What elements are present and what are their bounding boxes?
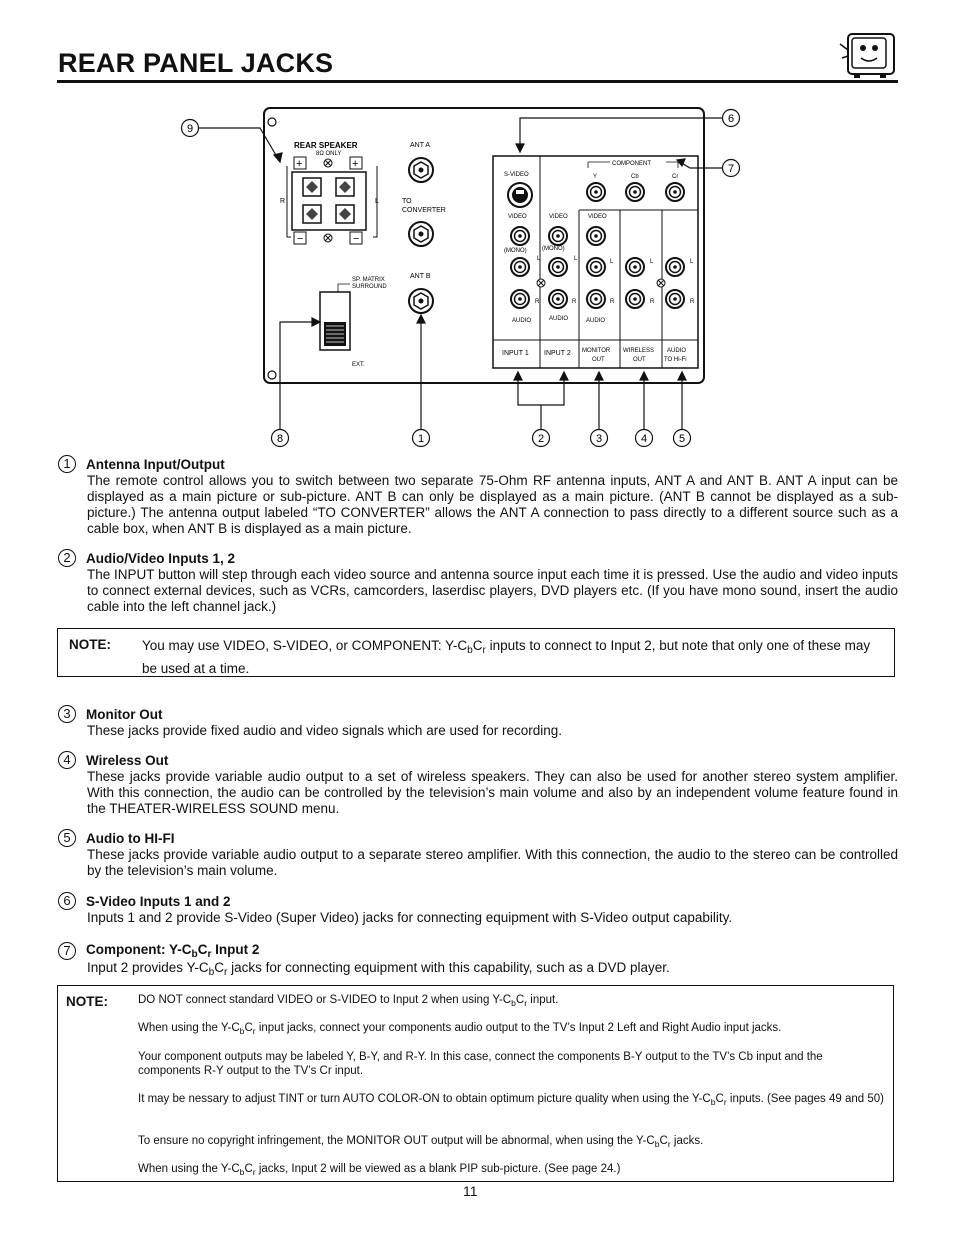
r-label-4: R [650, 299, 655, 305]
svg-text:2: 2 [537, 433, 545, 445]
note-para-6: When using the $Y-C_bC_r$ jacks, Input 2 will be viewed as a blank PIP sub-picture. (See page 24.) [138, 1163, 621, 1177]
audio-hifi-label-1: AUDIO [667, 348, 687, 354]
speaker-ohm-label: 8Ω ONLY [316, 151, 342, 157]
l-label-3: L [610, 259, 614, 265]
section-av-inputs [58, 549, 898, 615]
page-number: 11 [463, 1183, 478, 1199]
video-label-2: VIDEO [549, 214, 568, 220]
section-number: 2 [58, 549, 76, 567]
note-box-component [57, 985, 894, 1182]
section-title: Component: $Y-C_bC_r$ Input 2 [86, 942, 260, 960]
monitor-label-2: OUT [592, 357, 605, 363]
callout-7 [723, 160, 740, 177]
svg-text:7: 7 [727, 163, 735, 175]
svg-text:6: 6 [727, 113, 735, 125]
section-svideo [58, 892, 898, 926]
switch-label-1: SP. MATRIX [352, 277, 385, 283]
note-label: NOTE: [69, 637, 111, 652]
note-para-5: To ensure no copyright infringement, the MONITOR OUT output will be abnormal, when using the $Y-C_bC_r$ jacks. [138, 1135, 704, 1149]
section-title: Monitor Out [86, 706, 163, 722]
component-label: COMPONENT [612, 161, 651, 167]
section-body: These jacks provide variable audio output to a set of wireless speakers. They can also be used for another stereo system amplifier. With this connection, the audio can be controlled by the television’s main volume and also by an independent volume feature found in the THEATER-WIRELESS SOUND menu. [87, 769, 898, 816]
mono-label-2: (MONO) [542, 246, 565, 252]
input2-label: INPUT 2 [544, 350, 571, 357]
wireless-label-1: WIRELESS [623, 348, 655, 354]
rear-speaker-label: REAR SPEAKER [294, 141, 358, 150]
callout-9 [182, 120, 199, 137]
section-title: Antenna Input/Output [86, 456, 225, 472]
cb-label: Cb [631, 174, 639, 180]
callout-6 [723, 110, 740, 127]
section-body: Input 2 provides $Y-C_bC_r$ jacks for connecting equipment with this capability, such as a DVD player. [87, 960, 670, 978]
callout-2 [533, 430, 550, 447]
callout-5 [674, 430, 691, 447]
section-number: 4 [58, 751, 76, 769]
section-title: S-Video Inputs 1 and 2 [86, 893, 231, 909]
page-title: REAR PANEL JACKS [58, 48, 334, 78]
section-number: 1 [58, 455, 76, 473]
ant-b-label: ANT B [410, 273, 431, 280]
l-label-2: L [574, 256, 578, 262]
note-para-3: Your component outputs may be labeled Y, B-Y, and R-Y. In this case, connect the components B-Y output to the TV’s Cb input and the components R-Y output to the TV’s Cr input. [138, 1051, 823, 1077]
switch-label-2: SURROUND [352, 284, 387, 290]
monitor-label-1: MONITOR [582, 348, 611, 354]
video-label-3: VIDEO [588, 214, 607, 220]
section-monitor-out [58, 705, 898, 739]
video-label-1: VIDEO [508, 214, 527, 220]
audio-label-1: AUDIO [512, 318, 532, 324]
svg-text:3: 3 [595, 433, 603, 445]
section-body: The remote control allows you to switch between two separate 75-Ohm RF antenna inputs, ANT A and ANT B. ANT A input can be displayed as a main picture or sub-picture. ANT B can only be displayed as a main picture. (ANT B cannot be displayed as a sub-picture.) The antenna output labeled “TO CONVERTER” allows the ANT A connection to pass directly to a different source such as a cable box, when ANT B is displayed as a main picture. [87, 473, 898, 536]
note-para-4: It may be nessary to adjust TINT or turn AUTO COLOR-ON to obtain optimum picture quality when using the $Y-C_bC_r$ inputs. (See pages 49 and 50) [138, 1093, 884, 1107]
audio-label-3: AUDIO [586, 318, 606, 324]
r-label-5: R [690, 299, 695, 305]
note-label: NOTE: [66, 994, 108, 1009]
note-para-2: When using the $Y-C_bC_r$ input jacks, connect your components audio output to the TV’s Input 2 Left and Right Audio input jacks. [138, 1022, 782, 1036]
y-label: Y [593, 174, 598, 180]
section-number: 3 [58, 705, 76, 723]
rear-panel-diagram [170, 100, 750, 455]
section-body: Inputs 1 and 2 provide S-Video (Super Video) jacks for connecting equipment with S-Video output capability. [87, 910, 733, 925]
callout-4 [636, 430, 653, 447]
section-body: These jacks provide fixed audio and video signals which are used for recording. [87, 723, 563, 738]
note-text: You may use VIDEO, S-VIDEO, or COMPONENT: $Y-C_bC_r$ inputs to connect to Input 2, but note that only one of these may be used at a time. [142, 638, 871, 676]
svg-text:−: − [297, 233, 304, 245]
section-number: 5 [58, 829, 76, 847]
note-para-1: DO NOT connect standard VIDEO or S-VIDEO to Input 2 when using $Y-C_bC_r$ input. [138, 994, 559, 1008]
svideo-label: S-VIDEO [504, 172, 529, 178]
section-wireless-out [58, 751, 898, 817]
wireless-label-2: OUT [633, 357, 646, 363]
svg-text:8: 8 [276, 433, 284, 445]
audio-hifi-label-2: TO Hi-Fi [664, 357, 687, 363]
ant-a-label: ANT A [410, 142, 431, 149]
section-title: Audio to HI-FI [86, 830, 175, 846]
note-box-inputs [57, 628, 895, 677]
svg-text:4: 4 [640, 433, 648, 445]
section-body: These jacks provide variable audio output to a separate stereo amplifier. With this connection, the audio to the stereo can be controlled by the television’s main volume. [87, 847, 898, 878]
converter-label: CONVERTER [402, 207, 446, 214]
speaker-r-label: R [280, 198, 286, 205]
section-component [58, 942, 898, 981]
r-label-3: R [610, 299, 615, 305]
section-antenna [58, 455, 898, 537]
callout-3 [591, 430, 608, 447]
svg-text:1: 1 [417, 433, 425, 445]
r-label-2: R [572, 299, 577, 305]
title-rule [57, 80, 898, 83]
section-title: Wireless Out [86, 752, 169, 768]
callout-1 [413, 430, 430, 447]
section-body: The INPUT button will step through each video source and antenna source input each time it is pressed. Use the audio and video inputs to connect external devices, such as VCRs, camcorders, laserdisc players, DVD players etc. (If you have mono sound, insert the audio cable into the left channel jack.) [87, 567, 898, 614]
l-label-4: L [650, 259, 654, 265]
r-label-1: R [535, 299, 540, 305]
section-title: Audio/Video Inputs 1, 2 [86, 550, 236, 566]
section-number: 6 [58, 892, 76, 910]
to-label: TO [402, 198, 412, 205]
audio-label-2: AUDIO [549, 316, 569, 322]
tv-mascot-icon [836, 28, 898, 80]
section-audio-hifi [58, 829, 898, 879]
l-label-1: L [537, 256, 541, 262]
speaker-l-label: L [375, 198, 379, 205]
cr-label: Cr [672, 174, 679, 180]
svg-text:+: + [352, 158, 359, 170]
svg-text:5: 5 [678, 433, 686, 445]
input1-label: INPUT 1 [502, 350, 529, 357]
svg-text:9: 9 [186, 123, 194, 135]
svg-text:−: − [353, 233, 360, 245]
section-number: 7 [58, 942, 76, 960]
mono-label-1: (MONO) [504, 248, 527, 254]
callout-8 [272, 430, 289, 447]
switch-ext-label: EXT. [352, 362, 365, 368]
l-label-5: L [690, 259, 694, 265]
svg-text:+: + [296, 158, 303, 170]
